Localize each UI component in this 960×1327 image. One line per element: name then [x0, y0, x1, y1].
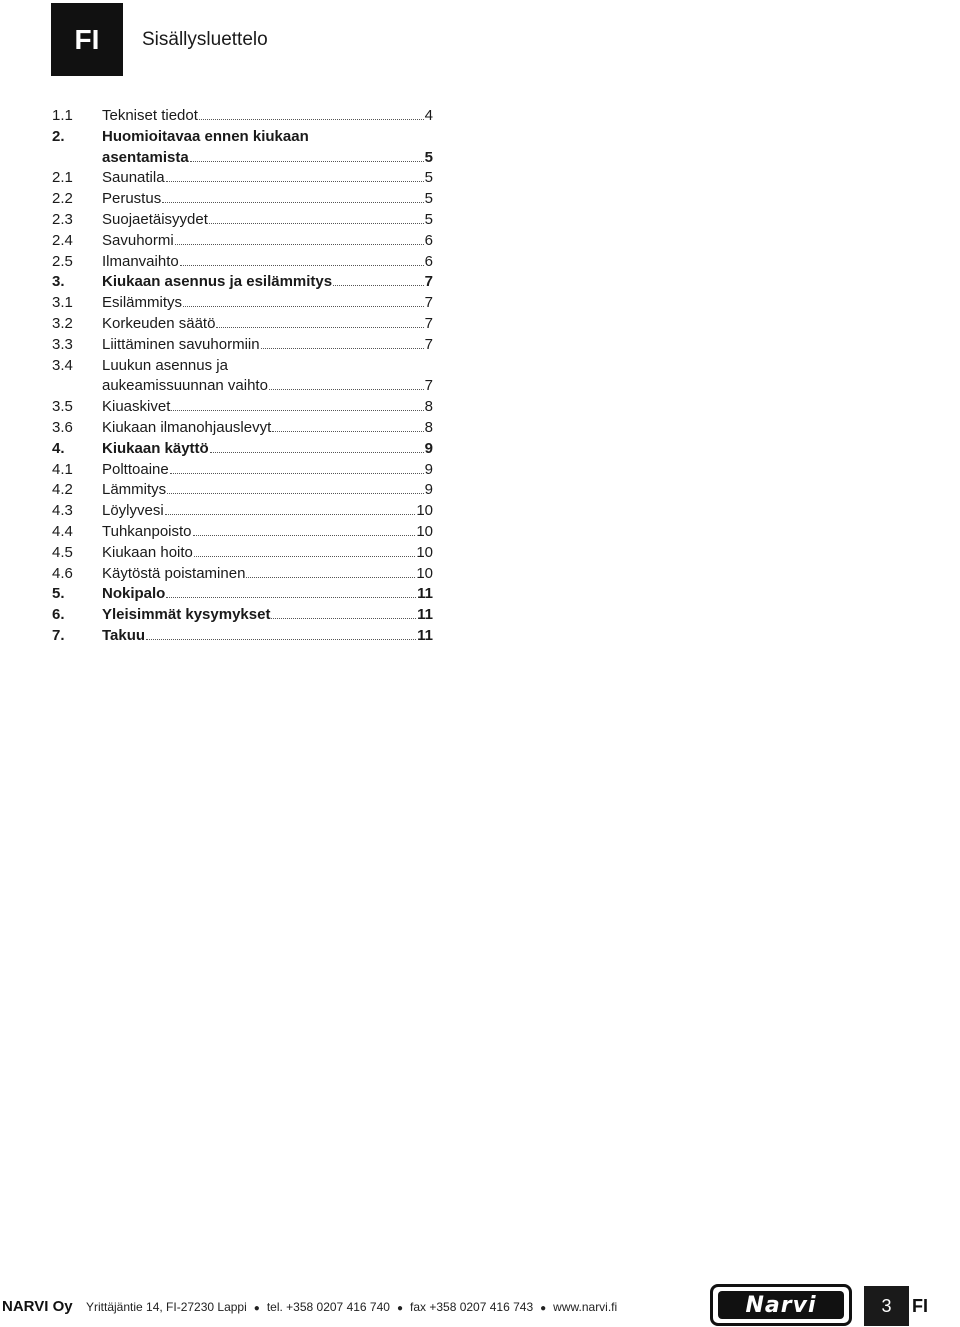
- footer-website: www.narvi.fi: [553, 1300, 618, 1314]
- toc-entry: [52, 460, 433, 481]
- toc-entry-title: Kiukaan ilmanohjauslevyt: [102, 418, 272, 436]
- toc-entry-page: 6: [424, 231, 433, 249]
- table-of-contents: [52, 106, 433, 647]
- footer-fax: fax +358 0207 416 743: [410, 1300, 534, 1314]
- bullet-separator: ●: [396, 1303, 403, 1314]
- toc-dot-leader: [180, 265, 424, 266]
- toc-entry-page: 7: [424, 335, 433, 353]
- toc-entry: [52, 252, 433, 273]
- toc-entry-page: 4: [424, 107, 433, 124]
- narvi-logo-text: Narvi: [718, 1291, 844, 1319]
- toc-entry-number: 7.: [52, 626, 65, 644]
- toc-entry: [52, 231, 433, 252]
- toc-entry-number: 4.1: [52, 460, 73, 478]
- toc-entry-number: 4.5: [52, 543, 73, 561]
- toc-entry-title: Ilmanvaihto: [102, 252, 179, 270]
- toc-entry-title: Suojaetäisyydet: [102, 210, 208, 228]
- toc-dot-leader: [272, 431, 423, 432]
- toc-entry-title: Polttoaine: [102, 460, 169, 478]
- bullet-separator: ●: [540, 1303, 547, 1314]
- footer-language-code: FI: [912, 1296, 928, 1316]
- toc-entry: [52, 210, 433, 231]
- toc-entry-number: 4.4: [52, 522, 73, 540]
- toc-entry-number: 4.2: [52, 481, 73, 499]
- toc-entry-title: Liittäminen savuhormiin: [102, 335, 260, 353]
- toc-entry-page: 8: [424, 418, 433, 436]
- toc-entry-number: 3.4: [52, 356, 73, 374]
- toc-entry-page: 9: [424, 481, 433, 499]
- toc-entry-page: 7: [424, 314, 433, 332]
- toc-dot-leader: [171, 410, 423, 411]
- toc-entry: [52, 189, 433, 210]
- toc-entry-title: Tuhkanpoisto: [102, 522, 192, 540]
- toc-entry: [52, 272, 433, 293]
- toc-entry-page: 5: [424, 169, 433, 187]
- toc-dot-leader: [271, 618, 416, 619]
- toc-dot-leader: [166, 181, 424, 182]
- toc-dot-leader: [246, 577, 415, 578]
- toc-entry-page: 5: [424, 210, 433, 228]
- toc-entry-page: 7: [424, 377, 433, 395]
- toc-entry: [52, 522, 433, 543]
- toc-entry: [52, 605, 433, 626]
- toc-entry-number: 3.1: [52, 294, 73, 312]
- toc-entry-title: Kiukaan asennus ja esilämmitys: [102, 273, 333, 291]
- toc-dot-leader: [269, 389, 424, 390]
- language-badge: [51, 3, 123, 76]
- toc-entry-title: Tekniset tiedot: [102, 107, 198, 124]
- toc-entry-page: 8: [424, 398, 433, 416]
- toc-entry-title: Esilämmitys: [102, 294, 183, 312]
- toc-dot-leader: [261, 348, 424, 349]
- toc-entry-number: 3.5: [52, 398, 73, 416]
- toc-dot-leader: [199, 119, 424, 120]
- toc-entry-page: 11: [417, 606, 433, 624]
- toc-entry-title: Kiuaskivet: [102, 398, 171, 416]
- toc-entry-title: Perustus: [102, 190, 162, 208]
- toc-entry-page: 5: [424, 190, 433, 208]
- toc-entry: [52, 564, 433, 585]
- toc-entry-number: 4.6: [52, 564, 73, 582]
- toc-entry-number: 2.2: [52, 190, 73, 208]
- toc-entry-title: Takuu: [102, 626, 146, 644]
- toc-entry: [52, 418, 433, 439]
- toc-dot-leader: [216, 327, 423, 328]
- page-number-box: [864, 1286, 909, 1326]
- toc-entry-number: 1.1: [52, 107, 73, 124]
- toc-entry-title: Korkeuden säätö: [102, 314, 216, 332]
- toc-entry-number: 2.1: [52, 169, 73, 187]
- toc-entry-title: Kiukaan hoito: [102, 543, 193, 561]
- toc-entry-title: Nokipalo: [102, 585, 166, 603]
- toc-entry: [52, 584, 433, 605]
- toc-entry: [52, 543, 433, 564]
- toc-entry-page: 5: [424, 148, 433, 166]
- toc-entry-number: 4.: [52, 439, 65, 457]
- language-code: FI: [74, 23, 100, 55]
- toc-entry-title: Löylyvesi: [102, 502, 164, 520]
- toc-entry-title: Huomioitavaa ennen kiukaan: [102, 127, 309, 145]
- toc-entry-page: 11: [417, 626, 433, 644]
- toc-entry-page: 9: [424, 439, 433, 457]
- toc-entry-title: Savuhormi: [102, 231, 174, 249]
- footer-phone: tel. +358 0207 416 740: [266, 1300, 390, 1314]
- narvi-logo: [710, 1284, 852, 1326]
- footer-company: NARVI Oy: [2, 1298, 73, 1315]
- toc-dot-leader: [209, 223, 424, 224]
- toc-dot-leader: [210, 452, 424, 453]
- toc-dot-leader: [146, 639, 416, 640]
- toc-entry-page: 9: [424, 460, 433, 478]
- toc-entry: [52, 376, 433, 397]
- toc-entry-number: 3.3: [52, 335, 73, 353]
- toc-entry-page: 11: [417, 585, 433, 603]
- toc-entry-number: 2.5: [52, 252, 73, 270]
- toc-entry-page: 6: [424, 252, 433, 270]
- toc-dot-leader: [167, 493, 423, 494]
- toc-entry: [52, 168, 433, 189]
- toc-entry-title: Lämmitys: [102, 481, 167, 499]
- toc-entry-page: 10: [416, 564, 433, 582]
- page-number: 3: [881, 1295, 892, 1316]
- toc-entry: [52, 106, 433, 127]
- toc-entry-title: asentamista: [102, 148, 189, 166]
- toc-entry: [52, 480, 433, 501]
- toc-dot-leader: [190, 161, 424, 162]
- toc-entry: [52, 335, 433, 356]
- toc-dot-leader: [165, 514, 416, 515]
- toc-entry-number: 3.2: [52, 314, 73, 332]
- toc-entry-title: aukeamissuunnan vaihto: [102, 377, 268, 395]
- toc-dot-leader: [162, 202, 423, 203]
- toc-entry: [52, 439, 433, 460]
- toc-entry: [52, 293, 433, 314]
- toc-dot-leader: [333, 285, 424, 286]
- toc-entry-number: 5.: [52, 585, 65, 603]
- toc-entry-number: 2.: [52, 127, 65, 145]
- toc-entry-title: Luukun asennus ja: [102, 356, 228, 374]
- toc-entry: [52, 148, 433, 169]
- toc-entry-title: Käytöstä poistaminen: [102, 564, 246, 582]
- toc-entry-page: 7: [424, 273, 433, 291]
- toc-entry-page: 10: [416, 502, 433, 520]
- toc-entry-number: 3.6: [52, 418, 73, 436]
- toc-entry-page: 10: [416, 522, 433, 540]
- toc-entry-number: 2.4: [52, 231, 73, 249]
- footer-contact: [86, 1300, 617, 1314]
- toc-entry: [52, 397, 433, 418]
- toc-entry: [52, 127, 433, 148]
- toc-entry-number: 4.3: [52, 502, 73, 520]
- toc-entry-title: Kiukaan käyttö: [102, 439, 209, 457]
- toc-entry-title: Yleisimmät kysymykset: [102, 606, 271, 624]
- toc-entry: [52, 356, 433, 377]
- footer-address: Yrittäjäntie 14, FI-27230 Lappi: [86, 1300, 247, 1314]
- toc-entry-title: Saunatila: [102, 169, 165, 187]
- toc-dot-leader: [194, 556, 415, 557]
- toc-entry-number: 6.: [52, 606, 65, 624]
- toc-dot-leader: [170, 473, 424, 474]
- toc-dot-leader: [175, 244, 424, 245]
- toc-dot-leader: [166, 597, 416, 598]
- toc-entry-number: 2.3: [52, 210, 73, 228]
- toc-entry-number: 3.: [52, 273, 65, 291]
- toc-entry: [52, 501, 433, 522]
- page-title: Sisällysluettelo: [142, 29, 268, 50]
- toc-entry-page: 10: [416, 543, 433, 561]
- bullet-separator: ●: [253, 1303, 260, 1314]
- toc-dot-leader: [183, 306, 424, 307]
- toc-entry: [52, 626, 433, 647]
- toc-entry: [52, 314, 433, 335]
- toc-dot-leader: [193, 535, 416, 536]
- toc-entry-page: 7: [424, 294, 433, 312]
